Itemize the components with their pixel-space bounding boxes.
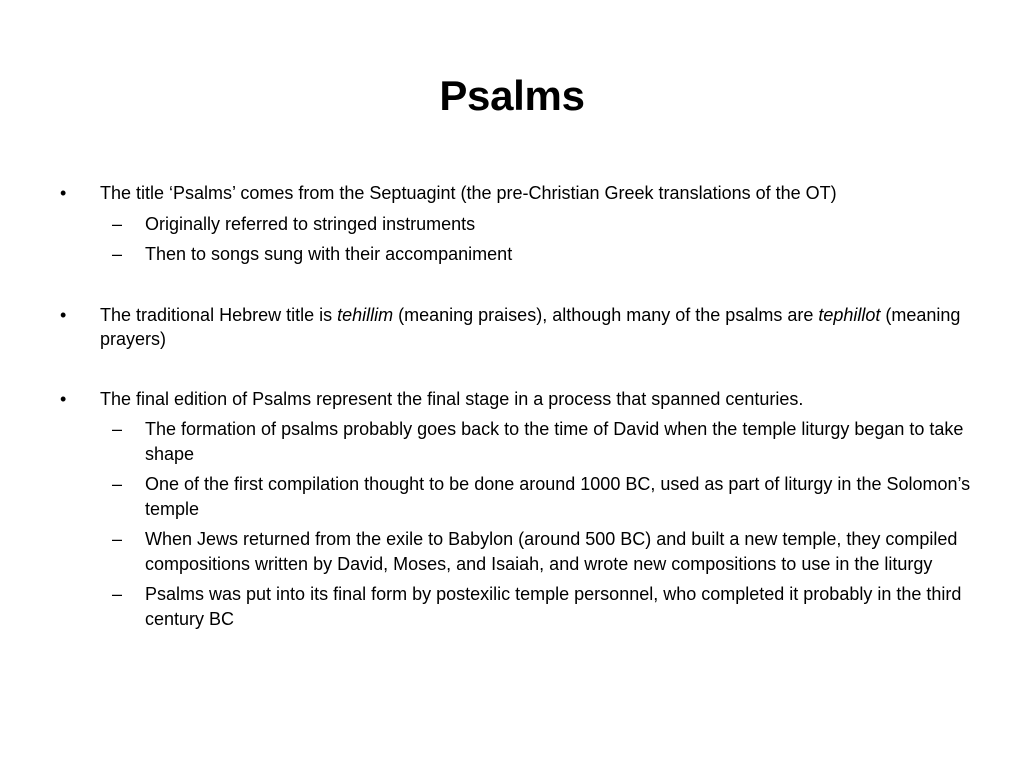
italic-term: tephillot [818,304,881,325]
sub-bullet-text: When Jews returned from the exile to Babylon (around 500 BC) and built a new temple, they compiled compositions written by David, Moses, and Isaiah, and wrote new compositions to use in the liturgy [145,529,958,574]
dash-marker: – [112,584,123,604]
sub-bullet-text: Psalms was put into its final form by postexilic temple personnel, who completed it probably in the third century BC [145,584,962,629]
sub-bullet-text: The formation of psalms probably goes back to the time of David when the temple liturgy began to take shape [145,419,964,464]
sub-bullet-item [54,472,974,521]
sub-bullet-text: Originally referred to stringed instruments [145,213,476,234]
spacer [54,352,974,387]
sub-bullet-item [54,417,974,466]
bullet-item [54,303,974,352]
sub-bullet-item [54,242,974,267]
bullet-text-part: (meaning prayers) [100,304,961,349]
dash-marker: – [112,419,123,439]
bullet-item [54,387,974,412]
slide-title: Psalms [439,72,585,119]
bullet-marker: • [60,183,67,203]
slide-body [54,181,974,631]
dash-marker: – [112,474,123,494]
bullet-marker: • [60,388,67,409]
italic-term: tehillim [337,304,394,325]
bullet-text: The title ‘Psalms’ comes from the Septuagint (the pre-Christian Greek translations of the OT) [100,183,837,203]
sub-bullet-text: Then to songs sung with their accompaniment [145,244,513,264]
sub-bullet-item [54,527,974,576]
dash-marker: – [112,244,123,264]
bullet-text-part: (meaning praises), although many of the psalms are [393,304,819,325]
spacer [54,267,974,303]
sub-bullet-text: One of the first compilation thought to be done around 1000 BC, used as part of liturgy in the Solomon’s temple [145,474,971,519]
bullet-marker: • [60,304,67,325]
dash-marker: – [112,213,123,234]
dash-marker: – [112,529,123,549]
bullet-item [54,181,974,206]
bullet-text-part: The traditional Hebrew title is [100,304,338,325]
bullet-text: The final edition of Psalms represent the final stage in a process that spanned centuries. [100,388,804,409]
sub-bullet-item [54,212,974,237]
sub-bullet-item [54,582,974,631]
